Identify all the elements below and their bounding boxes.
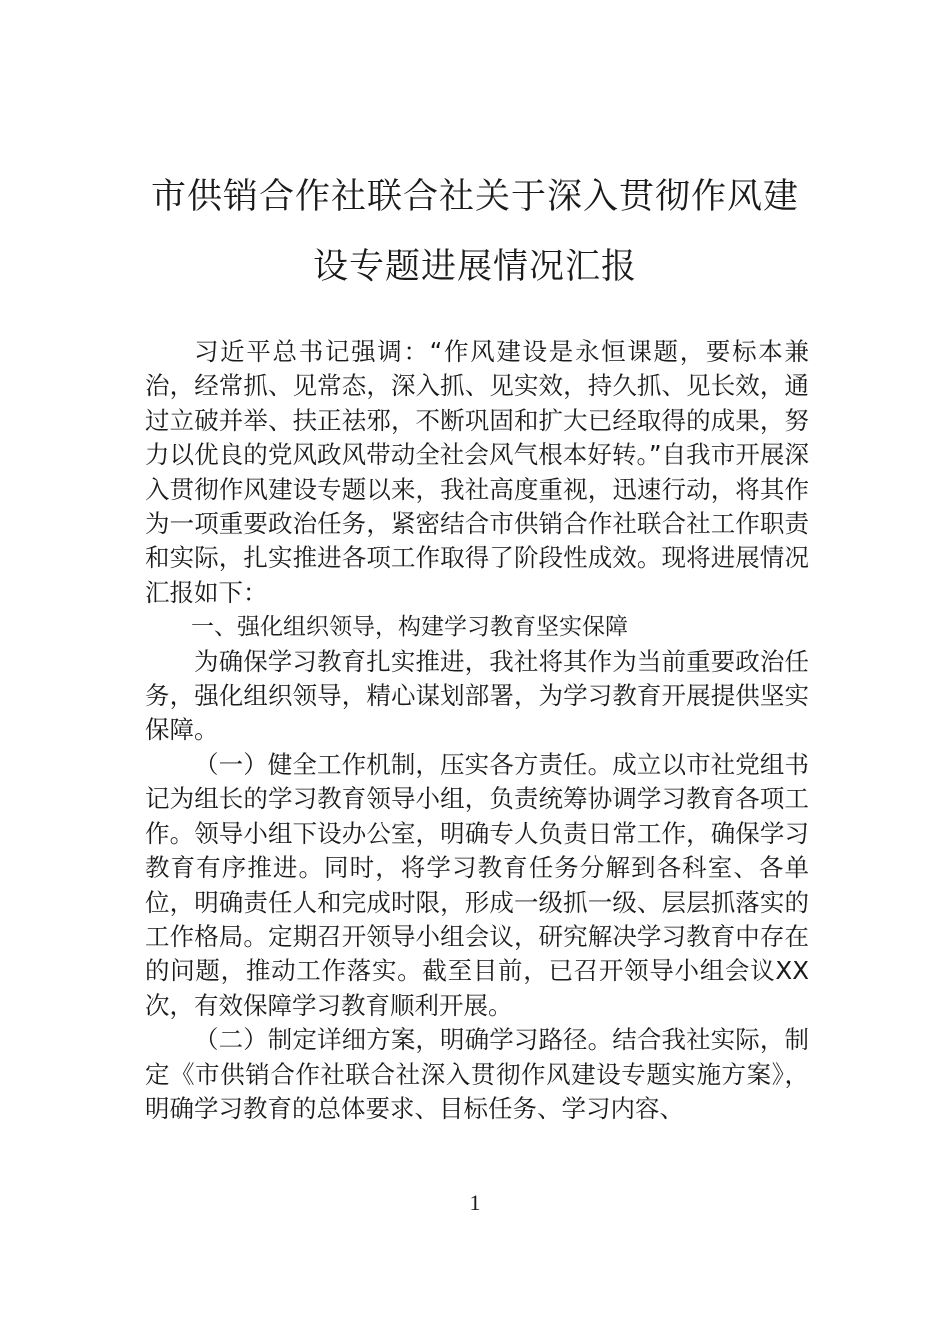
document-title-line-1: 市供销合作社联合社关于深入贯彻作风建 <box>150 177 799 217</box>
paragraph-subsection-1: （一）健全工作机制，压实各方责任。成立以市社党组书记为组长的学习教育领导小组，负责统筹协调学习教育各项工作。领导小组下设办公室，明确专人负责日常工作，确保学习教育有序推进。同时，将学习教育任务分解到各科室、各单位，明确责任人和完成时限，形成一级抓一级、层层抓落实的工作格局。定期召开领导小组会议，研究解决学习教育中存在的问题，推动工作落实。截至目前，已召开领导小组会议XX次，有效保障学习教育顺利开展。 <box>145 749 809 1020</box>
paragraph-subsection-2: （二）制定详细方案，明确学习路径。结合我社实际，制定《市供销合作社联合社深入贯彻作风建设专题实施方案》，明确学习教育的总体要求、目标任务、学习内容、 <box>145 1025 809 1123</box>
section-heading-1: 一、强化组织领导，构建学习教育坚实保障 <box>191 614 628 641</box>
paragraph-section-1: 为确保学习教育扎实推进，我社将其作为当前重要政治任务，强化组织领导，精心谋划部署，为学习教育开展提供坚实保障。 <box>145 646 809 745</box>
document-body <box>145 335 809 1126</box>
document-title-line-2: 设专题进展情况汇报 <box>312 247 637 287</box>
paragraph-intro: 习近平总书记强调：“作风建设是永恒课题，要标本兼治，经常抓、见常态，深入抓、见实效，持久抓、见长效，通过立破并举、扶正祛邪，不断巩固和扩大已经取得的成果，努力以优良的党风政风带动全社会风气根本好转。”自我市开展深入贯彻作风建设专题以来，我社高度重视，迅速行动，将其作为一项重要政治任务，紧密结合市供销合作社联合社工作职责和实际，扎实推进各项工作取得了阶段性成效。现将进展情况汇报如下： <box>145 337 809 607</box>
page-number: 1 <box>469 1190 481 1215</box>
